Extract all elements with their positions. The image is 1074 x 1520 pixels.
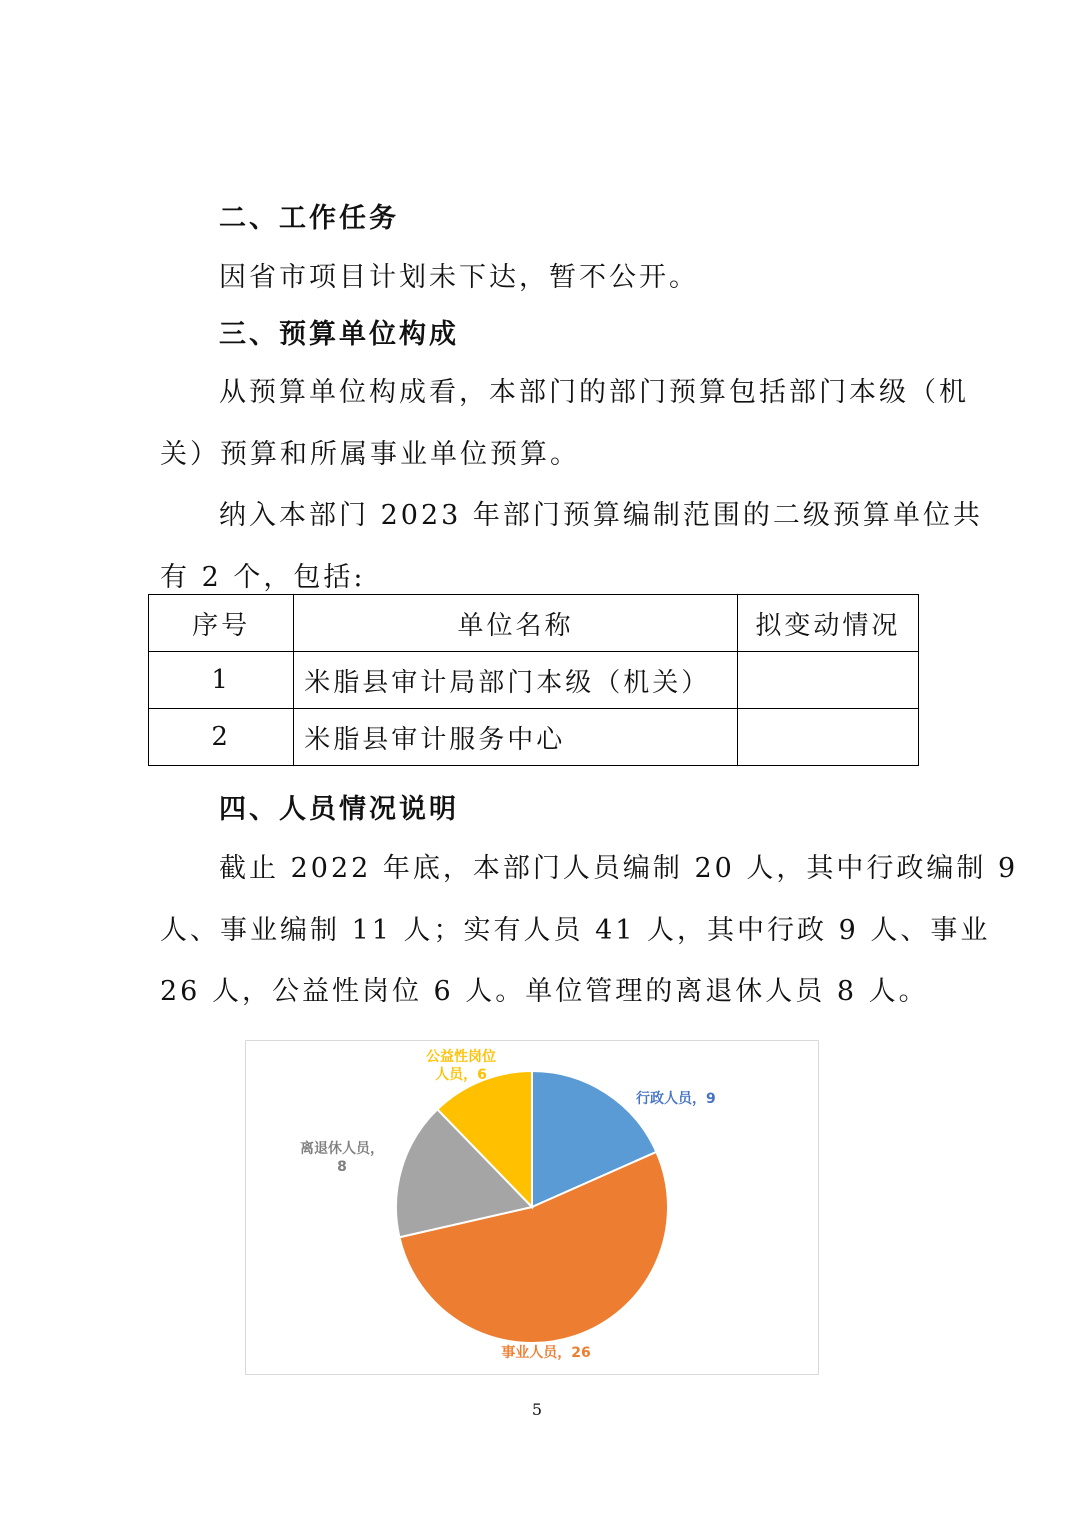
- table-header-cell: 序号: [149, 595, 294, 652]
- pie-data-label: 离退休人员， 8: [300, 1141, 384, 1175]
- section-2-body: 因省市项目计划未下达，暂不公开。: [219, 262, 699, 293]
- page-number: 5: [531, 1400, 543, 1419]
- staff-pie-chart: [245, 1040, 819, 1375]
- section-2-title: 二、工作任务: [219, 203, 399, 234]
- section-4-line-1: 截止 2022 年底，本部门人员编制 20 人，其中行政编制 9: [219, 853, 1019, 884]
- section-3-para-2-line-2: 有 2 个，包括:: [160, 562, 366, 593]
- table-row: [149, 709, 919, 766]
- pie-data-label: 行政人员，9: [636, 1091, 716, 1107]
- pie-chart-svg: [246, 1041, 818, 1374]
- pie-data-label: 公益性岗位人员，6: [426, 1049, 496, 1083]
- table-header-cell: 单位名称: [294, 595, 738, 652]
- section-3-para-2-line-1: 纳入本部门 2023 年部门预算编制范围的二级预算单位共: [219, 500, 983, 531]
- section-3-para-1-line-2: 关）预算和所属事业单位预算。: [160, 439, 580, 470]
- section-3-title: 三、预算单位构成: [219, 319, 459, 350]
- table-row: [149, 652, 919, 709]
- table-cell: 2: [149, 709, 294, 766]
- section-4-line-3: 26 人，公益性岗位 6 人。单位管理的离退休人员 8 人。: [160, 976, 929, 1007]
- section-3-para-1-line-1: 从预算单位构成看，本部门的部门预算包括部门本级（机: [219, 377, 969, 408]
- section-4-line-2: 人、事业编制 11 人；实有人员 41 人，其中行政 9 人、事业: [160, 915, 991, 946]
- table-cell: 米脂县审计局部门本级（机关）: [294, 652, 738, 709]
- budget-units-table: [148, 594, 919, 766]
- pie-data-label: 事业人员，26: [501, 1345, 591, 1361]
- table-header-cell: 拟变动情况: [737, 595, 918, 652]
- table-cell: 1: [149, 652, 294, 709]
- table-cell: [737, 709, 918, 766]
- section-4-title: 四、人员情况说明: [219, 794, 459, 825]
- table-header-row: [149, 595, 919, 652]
- table-cell: 米脂县审计服务中心: [294, 709, 738, 766]
- table-cell: [737, 652, 918, 709]
